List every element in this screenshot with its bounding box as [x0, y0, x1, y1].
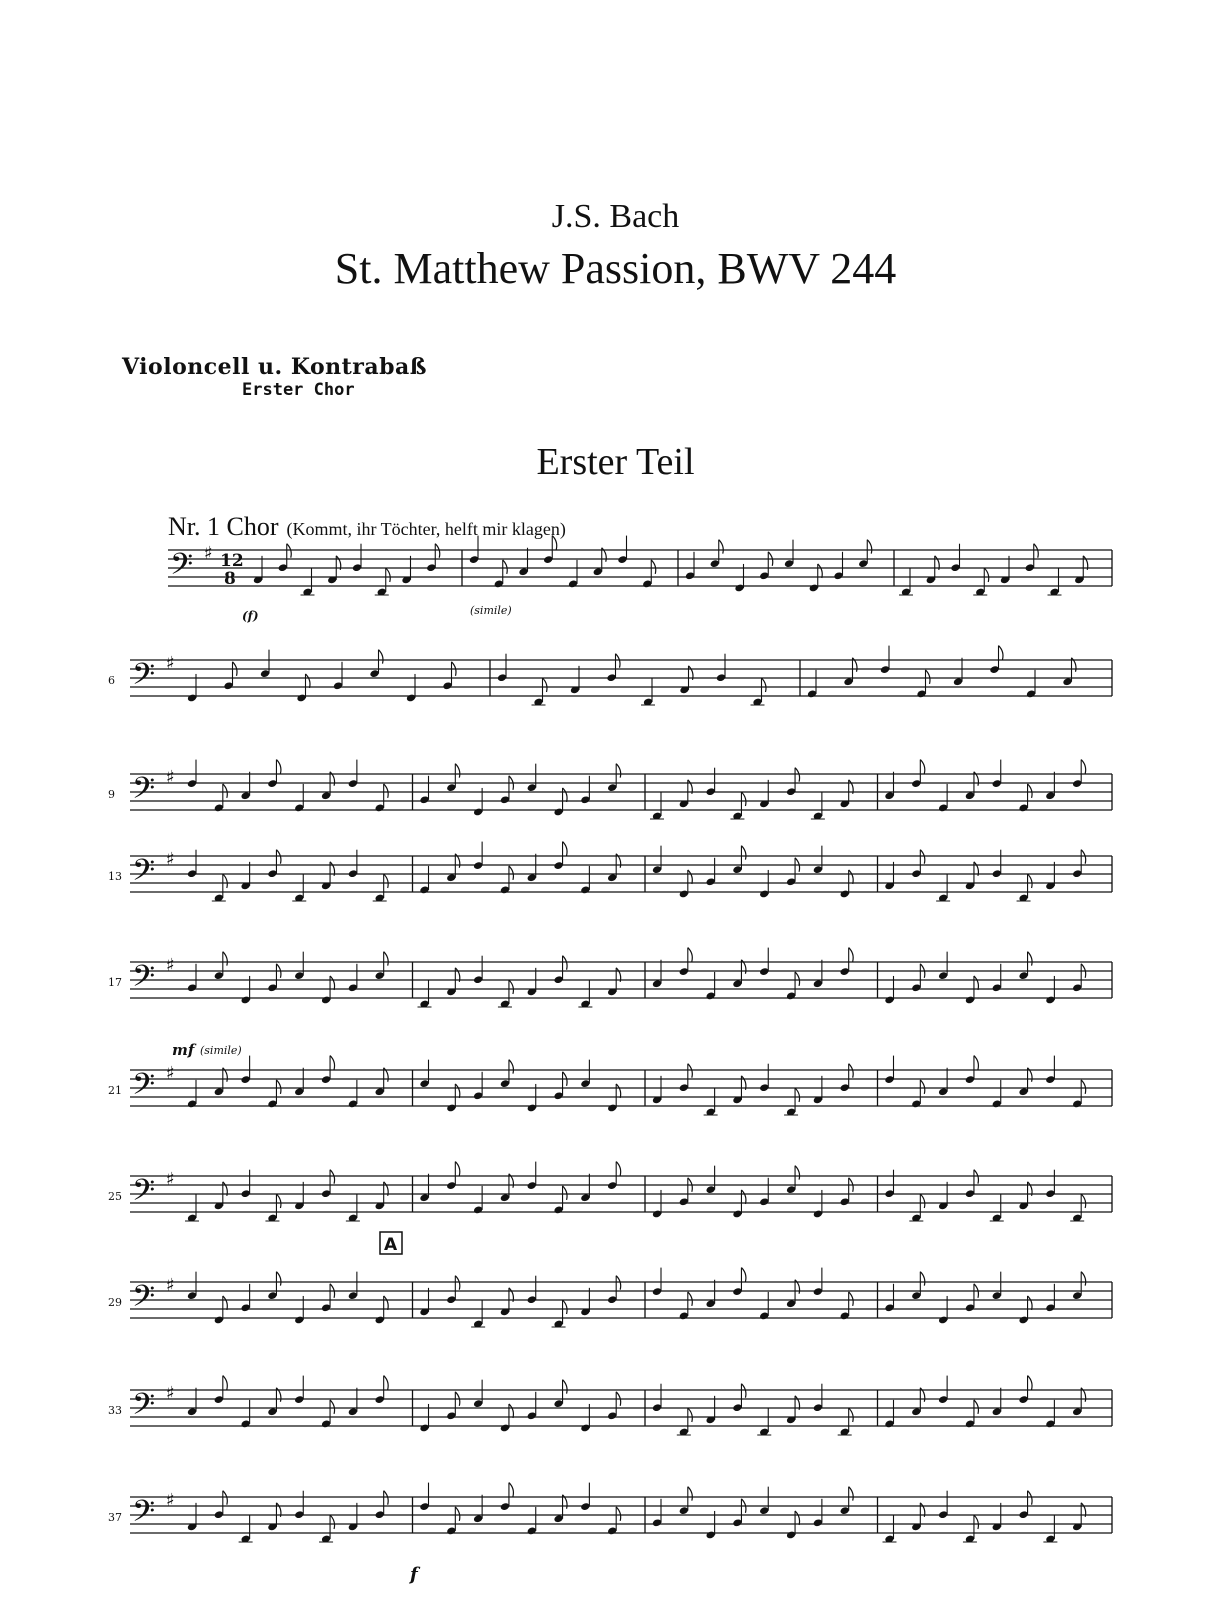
note-flag: [999, 646, 1004, 660]
note-flag: [379, 650, 384, 664]
note-flag: [509, 1483, 514, 1497]
bass-clef-icon: 𝄢: [132, 1495, 156, 1536]
note-flag: [688, 948, 693, 962]
note-flag: [223, 1376, 228, 1390]
bass-clef-icon: 𝄢: [132, 854, 156, 895]
note-flag: [384, 1491, 389, 1505]
note-flag: [455, 1162, 460, 1176]
note-flag: [1081, 1080, 1086, 1094]
note-flag: [384, 874, 389, 888]
note-flag: [384, 1376, 389, 1390]
bass-clef-icon: 𝄢: [170, 548, 194, 589]
note-flag: [741, 1190, 746, 1204]
note-flag: [741, 1384, 746, 1398]
note-flag: [795, 1166, 800, 1180]
time-signature-bottom: 8: [224, 569, 236, 589]
measure-number: 17: [108, 976, 122, 989]
note-flag: [276, 850, 281, 864]
note-flag: [1081, 1194, 1086, 1208]
key-sharp-icon: ♯: [166, 1169, 175, 1190]
note-flag: [223, 784, 228, 798]
key-sharp-icon: ♯: [166, 1275, 175, 1296]
choir-label: Erster Chor: [242, 380, 355, 400]
key-sharp-icon: ♯: [204, 543, 213, 564]
time-signature-top: 12: [220, 551, 244, 571]
note-flag: [616, 764, 621, 778]
note-flag: [276, 1080, 281, 1094]
movement-text: (Kommt, ihr Töchter, helft mir klagen): [286, 519, 566, 539]
note-flag: [849, 1487, 854, 1501]
note-flag: [688, 1064, 693, 1078]
note-flag: [1028, 1296, 1033, 1310]
measure-number: 25: [108, 1190, 122, 1203]
note-flag: [455, 1507, 460, 1521]
note-flag: [795, 972, 800, 986]
note-flag: [984, 568, 989, 582]
key-sharp-icon: ♯: [166, 767, 175, 788]
part-title: Erster Teil: [536, 441, 695, 483]
movement-number: Nr. 1 Chor: [168, 512, 279, 541]
note-flag: [974, 1515, 979, 1529]
note-flag: [1028, 1376, 1033, 1390]
key-sharp-icon: ♯: [166, 653, 175, 674]
note-flag: [330, 1400, 335, 1414]
note-flag: [849, 948, 854, 962]
note-flag: [563, 1186, 568, 1200]
note-flag: [330, 1515, 335, 1529]
note-flag: [1034, 544, 1039, 558]
simile-marking: (simile): [200, 1044, 242, 1057]
note-flag: [1081, 1272, 1086, 1286]
note-flag: [1081, 760, 1086, 774]
measure-number: 37: [108, 1511, 122, 1524]
bass-clef-icon: 𝄢: [132, 1174, 156, 1215]
note-flag: [719, 540, 724, 554]
note-flag: [920, 760, 925, 774]
measure-number: 21: [108, 1084, 122, 1097]
note-flag: [223, 1296, 228, 1310]
note-flag: [509, 1404, 514, 1418]
key-sharp-icon: ♯: [166, 1063, 175, 1084]
note-flag: [920, 1080, 925, 1094]
note-flag: [384, 784, 389, 798]
note-flag: [384, 1296, 389, 1310]
dynamic-mezzo-forte: mf: [172, 1041, 195, 1059]
key-sharp-icon: ♯: [166, 1490, 175, 1511]
note-flag: [1028, 1491, 1033, 1505]
note-flag: [795, 1088, 800, 1102]
note-flag: [616, 1084, 621, 1098]
note-flag: [455, 1084, 460, 1098]
note-flag: [563, 956, 568, 970]
note-flag: [974, 1400, 979, 1414]
note-flag: [926, 670, 931, 684]
note-flag: [330, 1056, 335, 1070]
note-flag: [306, 674, 311, 688]
measure-number: 6: [108, 674, 115, 687]
note-flag: [223, 874, 228, 888]
note-flag: [849, 1292, 854, 1306]
note-flag: [616, 654, 621, 668]
note-flag: [688, 1292, 693, 1306]
note-flag: [867, 540, 872, 554]
note-flag: [552, 536, 557, 550]
note-flag: [818, 564, 823, 578]
note-flag: [223, 1491, 228, 1505]
note-flag: [455, 764, 460, 778]
note-flag: [509, 866, 514, 880]
note-flag: [1081, 850, 1086, 864]
note-flag: [287, 544, 292, 558]
work-title: St. Matthew Passion, BWV 244: [334, 244, 897, 293]
note-flag: [849, 870, 854, 884]
measure-number: 9: [108, 788, 115, 801]
note-flag: [563, 842, 568, 856]
note-flag: [920, 1272, 925, 1286]
note-flag: [386, 568, 391, 582]
dynamic-forte: (f): [242, 609, 259, 623]
note-flag: [543, 678, 548, 692]
note-flag: [974, 1170, 979, 1184]
bass-clef-icon: 𝄢: [132, 1280, 156, 1321]
key-sharp-icon: ♯: [166, 1383, 175, 1404]
bass-clef-icon: 𝄢: [132, 772, 156, 813]
note-flag: [616, 1162, 621, 1176]
note-flag: [276, 760, 281, 774]
note-flag: [762, 678, 767, 692]
measure-number: 33: [108, 1404, 122, 1417]
note-flag: [974, 976, 979, 990]
note-flag: [563, 1300, 568, 1314]
note-flag: [616, 1507, 621, 1521]
measure-number: 29: [108, 1296, 122, 1309]
note-flag: [849, 1064, 854, 1078]
bass-clef-icon: 𝄢: [132, 1388, 156, 1429]
note-flag: [563, 788, 568, 802]
note-flag: [1028, 952, 1033, 966]
rehearsal-mark: A: [384, 1235, 398, 1255]
key-sharp-icon: ♯: [166, 955, 175, 976]
bass-clef-icon: 𝄢: [132, 1068, 156, 1109]
note-flag: [741, 1268, 746, 1282]
note-flag: [688, 1408, 693, 1422]
note-flag: [1028, 784, 1033, 798]
note-flag: [276, 1272, 281, 1286]
note-flag: [741, 792, 746, 806]
note-flag: [223, 952, 228, 966]
note-flag: [616, 1276, 621, 1290]
note-flag: [276, 1194, 281, 1208]
note-flag: [795, 768, 800, 782]
note-flag: [435, 544, 440, 558]
note-flag: [651, 560, 656, 574]
note-flag: [688, 1487, 693, 1501]
note-flag: [688, 870, 693, 884]
bass-clef-icon: 𝄢: [132, 960, 156, 1001]
note-flag: [920, 850, 925, 864]
note-flag: [384, 952, 389, 966]
note-flag: [741, 846, 746, 860]
note-flag: [509, 980, 514, 994]
note-flag: [1028, 874, 1033, 888]
key-sharp-icon: ♯: [166, 849, 175, 870]
note-flag: [330, 1170, 335, 1184]
note-flag: [503, 560, 508, 574]
note-flag: [974, 1056, 979, 1070]
note-flag: [795, 1511, 800, 1525]
note-flag: [455, 1276, 460, 1290]
bass-clef-icon: 𝄢: [132, 658, 156, 699]
instrument-name: Violoncell u. Kontrabaß: [122, 354, 427, 380]
dynamic-forte: f: [410, 1564, 418, 1585]
measure-number: 13: [108, 870, 122, 883]
note-flag: [509, 1060, 514, 1074]
composer-name: J.S. Bach: [551, 198, 680, 235]
note-flag: [849, 1408, 854, 1422]
note-flag: [330, 976, 335, 990]
note-flag: [563, 1380, 568, 1394]
simile-marking: (simile): [470, 604, 512, 617]
note-flag: [920, 1194, 925, 1208]
